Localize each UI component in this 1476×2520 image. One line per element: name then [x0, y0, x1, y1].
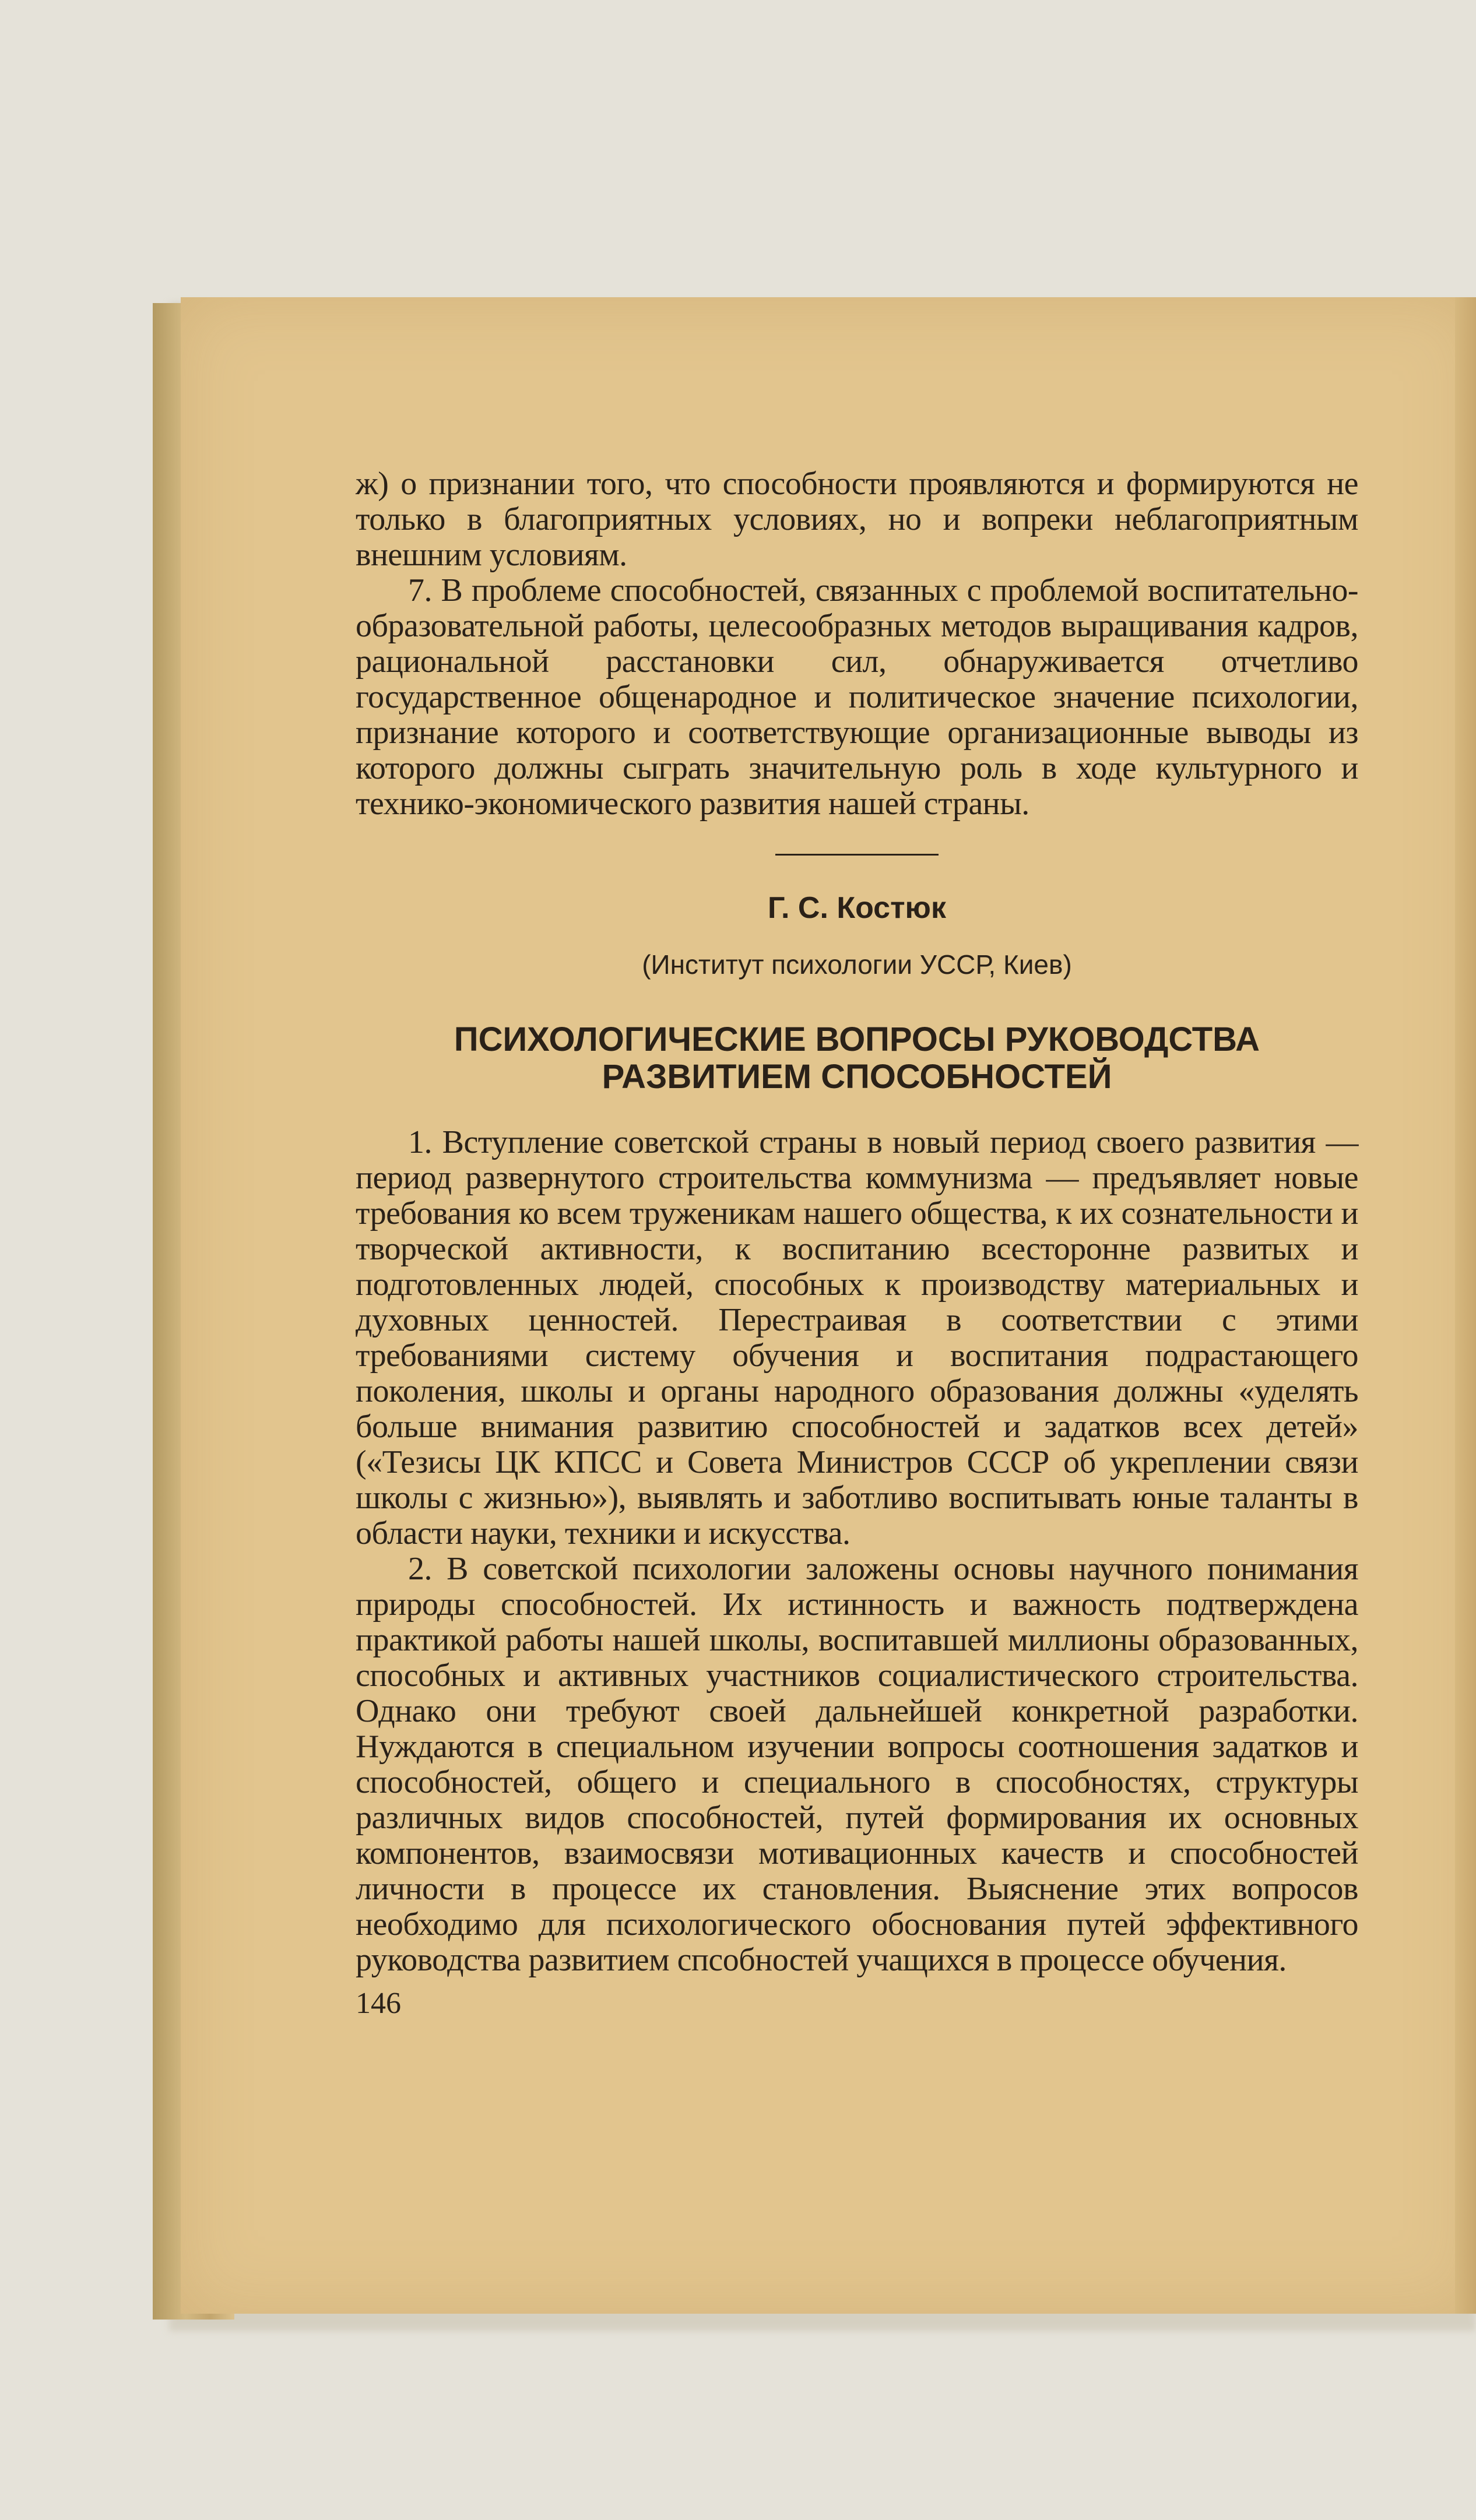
page-content	[356, 466, 1358, 2021]
article-title-line-2: РАЗВИТИЕМ СПОСОБНОСТЕЙ	[602, 1058, 1112, 1096]
page-gutter	[1455, 297, 1476, 2314]
article-paragraph-1: 1. Вступление советской страны в новый период своего развития — период развернутого строительства коммунизма — предъявляет новые требования ко всем труженикам нашего общества, к их сознательности и творческой активности, к воспитанию всесторонне развитых и подготовленных людей, способных к производству материальных и духовных ценностей. Перестраивая в соответствии с этими требованиями систему обучения и воспитания подрастающего поколения, школы и органы народного образования должны «уделять больше внимания развитию способностей и задатков всех детей» («Тезисы ЦК КПСС и Совета Министров СССР об укреплении связи школы с жизнью»), выявлять и заботливо воспитывать юные таланты в области науки, техники и искусства.	[356, 1124, 1358, 1551]
author-affiliation: (Институт психологии УССР, Киев)	[642, 949, 1072, 980]
article-title	[356, 1021, 1358, 1096]
book-page	[181, 297, 1476, 2314]
article-paragraph-2: 2. В советской психологии заложены основы научного понимания природы способностей. Их истинность и важность подтверждена практикой работы нашей школы, воспитавшей миллионы образованных, способных и активных участников социалистического строительства. Однако они требуют своей дальнейшей конкретной разработки. Нуждаются в специальном изучении вопросы соотношения задатков и способностей, общего и специального в способностях, структуры различных видов способностей, путей формирования их основных компонентов, взаимосвязи мотивационных качеств и способностей личности в процессе их становления. Выяснение этих вопросов необходимо для психологического обоснования путей эффективного руководства развитием спсобностей учащихся в процессе обучения.	[356, 1551, 1358, 1978]
article-title-line-1: ПСИХОЛОГИЧЕСКИЕ ВОПРОСЫ РУКОВОДСТВА	[454, 1020, 1260, 1058]
article-author: Г. С. Костюк	[768, 891, 946, 925]
paragraph-7: 7. В проблеме способностей, связанных с проблемой воспитательно-образовательной работы, целесообразных методов выращивания кадров, рациональной расстановки сил, обнаруживается отчетливо государственное общенародное и политическое значение психологии, признание которого и соответствующие организационные выводы из которого должны сыграть значительную роль в ходе культурного и технико-экономического развития нашей страны.	[356, 572, 1358, 822]
page-number: 146	[356, 1987, 401, 2020]
continued-paragraph: ж) о признании того, что способности проявляются и формируются не только в благоприятных условиях, но и вопреки неблагоприятным внешним условиям.	[356, 466, 1358, 573]
section-divider	[775, 854, 939, 856]
